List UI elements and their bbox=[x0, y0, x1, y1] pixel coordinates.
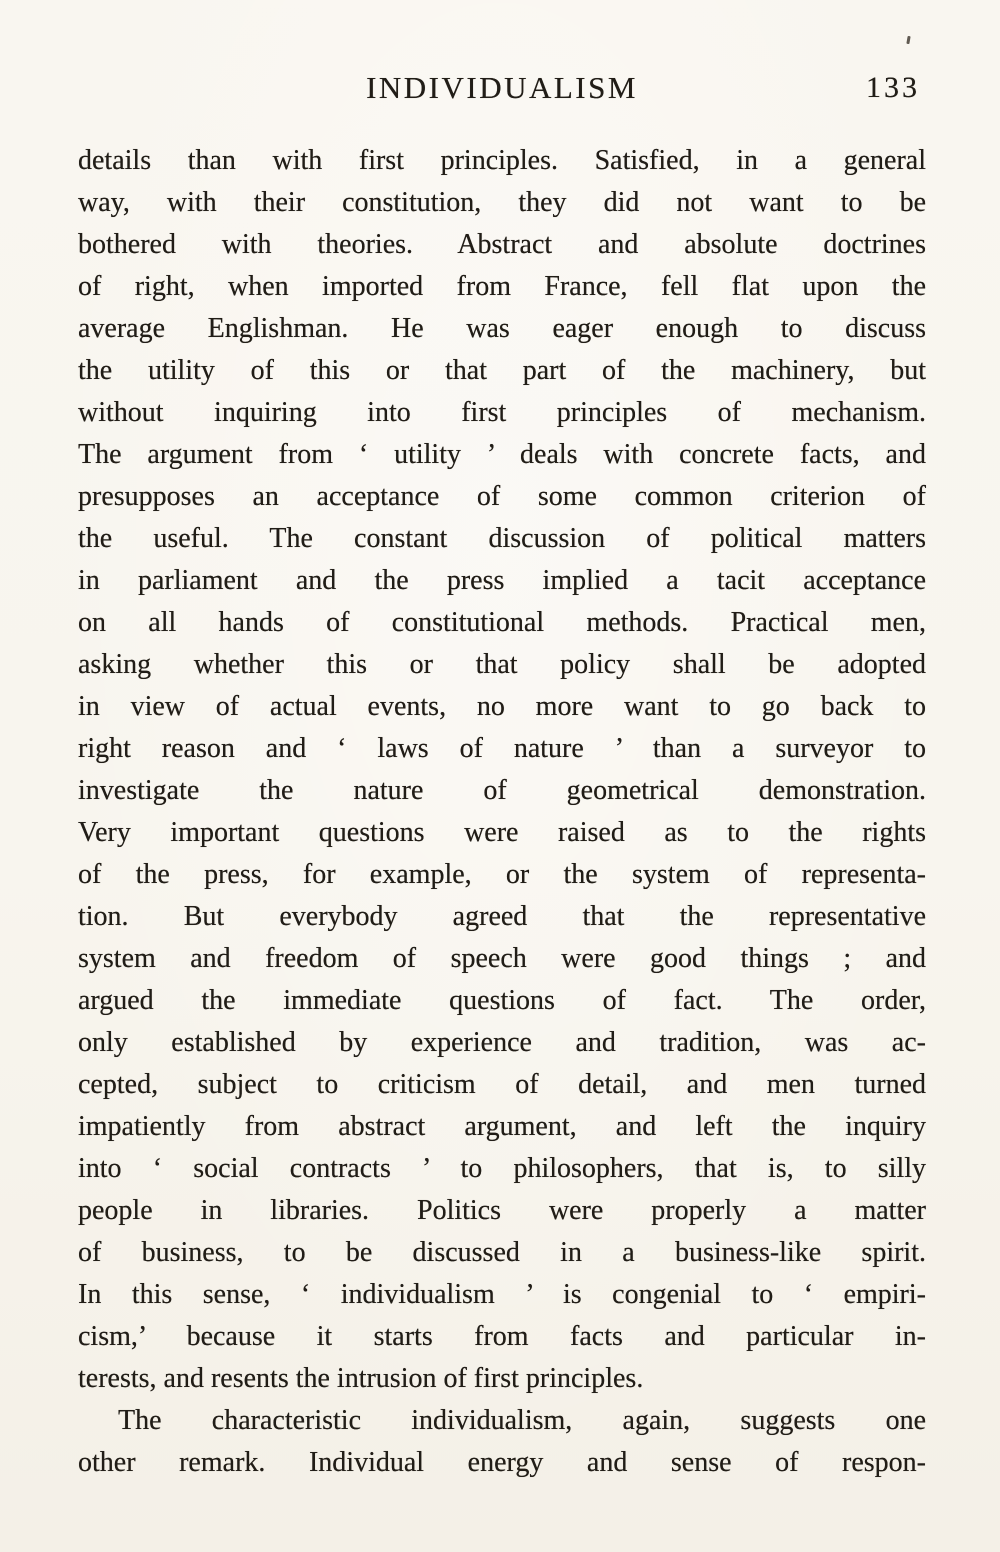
text-line: details than with first principles. Satisfied, in a general bbox=[78, 145, 926, 176]
text-line: The characteristic individualism, again, suggests one bbox=[118, 1405, 926, 1436]
text-line: of the press, for example, or the system of representa- bbox=[78, 859, 926, 890]
text-line: in view of actual events, no more want to go back to bbox=[78, 691, 926, 722]
scan-artifact-speck bbox=[906, 36, 910, 44]
text-line: the utility of this or that part of the machinery, but bbox=[78, 355, 926, 386]
text-line: argued the immediate questions of fact. The order, bbox=[78, 985, 926, 1016]
text-line: average Englishman. He was eager enough to discuss bbox=[78, 313, 926, 344]
text-line: terests, and resents the intrusion of first principles. bbox=[78, 1363, 644, 1394]
text-line: impatiently from abstract argument, and left the inquiry bbox=[78, 1111, 926, 1142]
text-line: bothered with theories. Abstract and absolute doctrines bbox=[78, 229, 926, 260]
text-line: only established by experience and tradition, was ac- bbox=[78, 1027, 926, 1058]
text-line: the useful. The constant discussion of political matters bbox=[78, 523, 926, 554]
running-head-title: INDIVIDUALISM bbox=[366, 70, 638, 105]
text-line: of right, when imported from France, fell flat upon the bbox=[78, 271, 926, 302]
text-line: of business, to be discussed in a business-like spirit. bbox=[78, 1237, 926, 1268]
text-line: right reason and ‘ laws of nature ’ than a surveyor to bbox=[78, 733, 926, 764]
text-line: other remark. Individual energy and sense of respon- bbox=[78, 1447, 926, 1478]
body-text bbox=[78, 140, 926, 1484]
text-line: without inquiring into first principles of mechanism. bbox=[78, 397, 926, 428]
text-line: people in libraries. Politics were properly a matter bbox=[78, 1195, 926, 1226]
text-line: in parliament and the press implied a tacit acceptance bbox=[78, 565, 926, 596]
text-line: tion. But everybody agreed that the representative bbox=[78, 901, 926, 932]
text-line: Very important questions were raised as to the rights bbox=[78, 817, 926, 848]
text-line: way, with their constitution, they did not want to be bbox=[78, 187, 926, 218]
text-line: The argument from ‘ utility ’ deals with concrete facts, and bbox=[78, 439, 926, 470]
text-line: presupposes an acceptance of some common criterion of bbox=[78, 481, 926, 512]
page-header bbox=[78, 70, 926, 114]
text-line: into ‘ social contracts ’ to philosophers, that is, to silly bbox=[78, 1153, 926, 1184]
text-line: on all hands of constitutional methods. Practical men, bbox=[78, 607, 926, 638]
page-number: 133 bbox=[866, 71, 920, 104]
text-line: investigate the nature of geometrical demonstration. bbox=[78, 775, 926, 806]
text-line: In this sense, ‘ individualism ’ is congenial to ‘ empiri- bbox=[78, 1279, 926, 1310]
text-line: cepted, subject to criticism of detail, and men turned bbox=[78, 1069, 926, 1100]
text-line: system and freedom of speech were good things ; and bbox=[78, 943, 926, 974]
text-line: asking whether this or that policy shall be adopted bbox=[78, 649, 926, 680]
text-line: cism,’ because it starts from facts and particular in- bbox=[78, 1321, 926, 1352]
